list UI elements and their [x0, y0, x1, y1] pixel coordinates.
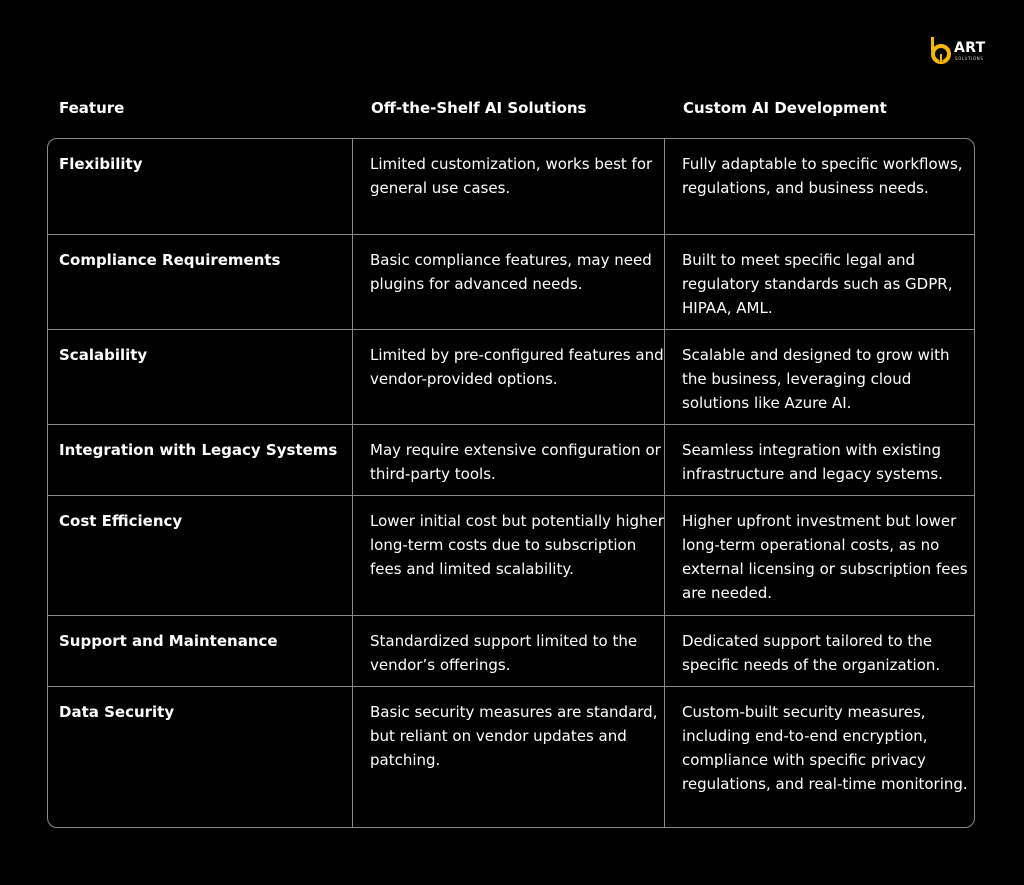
off-the-shelf-cell: Limited by pre-configured features and vendor-provided options.	[370, 346, 664, 388]
off-the-shelf-cell: Limited customization, works best for general use cases.	[370, 155, 653, 197]
feature-cell: Cost Efficiency	[59, 512, 183, 530]
table-row	[48, 495, 974, 616]
comparison-table	[47, 138, 975, 828]
feature-cell: Support and Maintenance	[59, 632, 278, 650]
custom-cell: Seamless integration with existing infrastructure and legacy systems.	[682, 441, 943, 483]
custom-cell: Higher upfront investment but lower long-term operational costs, as no external licensing or subscription fees are needed.	[682, 512, 968, 602]
table-header-row	[0, 98, 1024, 120]
custom-cell: Dedicated support tailored to the specific needs of the organization.	[682, 632, 941, 674]
brand-mark-icon	[929, 37, 953, 65]
header-feature: Feature	[59, 99, 125, 117]
off-the-shelf-cell: Lower initial cost but potentially higher long-term costs due to subscription fees and limited scalability.	[370, 512, 664, 578]
feature-cell: Scalability	[59, 346, 148, 364]
custom-cell: Built to meet specific legal and regulatory standards such as GDPR, HIPAA, AML.	[682, 251, 953, 317]
brand-logo	[929, 37, 993, 65]
table-row	[48, 424, 974, 496]
table-row	[48, 615, 974, 687]
custom-cell: Custom-built security measures, including end-to-end encryption, compliance with specific privacy regulations, and real-time monitoring.	[682, 703, 968, 793]
table-row	[48, 686, 974, 828]
header-off-the-shelf: Off-the-Shelf AI Solutions	[371, 99, 587, 117]
custom-cell: Fully adaptable to specific workflows, regulations, and business needs.	[682, 155, 963, 197]
feature-cell: Data Security	[59, 703, 175, 721]
feature-cell: Compliance Requirements	[59, 251, 281, 269]
off-the-shelf-cell: Standardized support limited to the vendor’s offerings.	[370, 632, 638, 674]
feature-cell: Integration with Legacy Systems	[59, 441, 338, 459]
brand-subtitle: SOLUTIONS	[955, 56, 984, 61]
feature-cell: Flexibility	[59, 155, 143, 173]
header-custom: Custom AI Development	[683, 99, 887, 117]
table-row	[48, 139, 974, 234]
off-the-shelf-cell: May require extensive configuration or third-party tools.	[370, 441, 661, 483]
brand-name: ART	[954, 40, 986, 56]
off-the-shelf-cell: Basic compliance features, may need plugins for advanced needs.	[370, 251, 652, 293]
custom-cell: Scalable and designed to grow with the business, leveraging cloud solutions like Azure AI.	[682, 346, 950, 412]
off-the-shelf-cell: Basic security measures are standard, but reliant on vendor updates and patching.	[370, 703, 658, 769]
table-row	[48, 329, 974, 425]
table-row	[48, 234, 974, 330]
